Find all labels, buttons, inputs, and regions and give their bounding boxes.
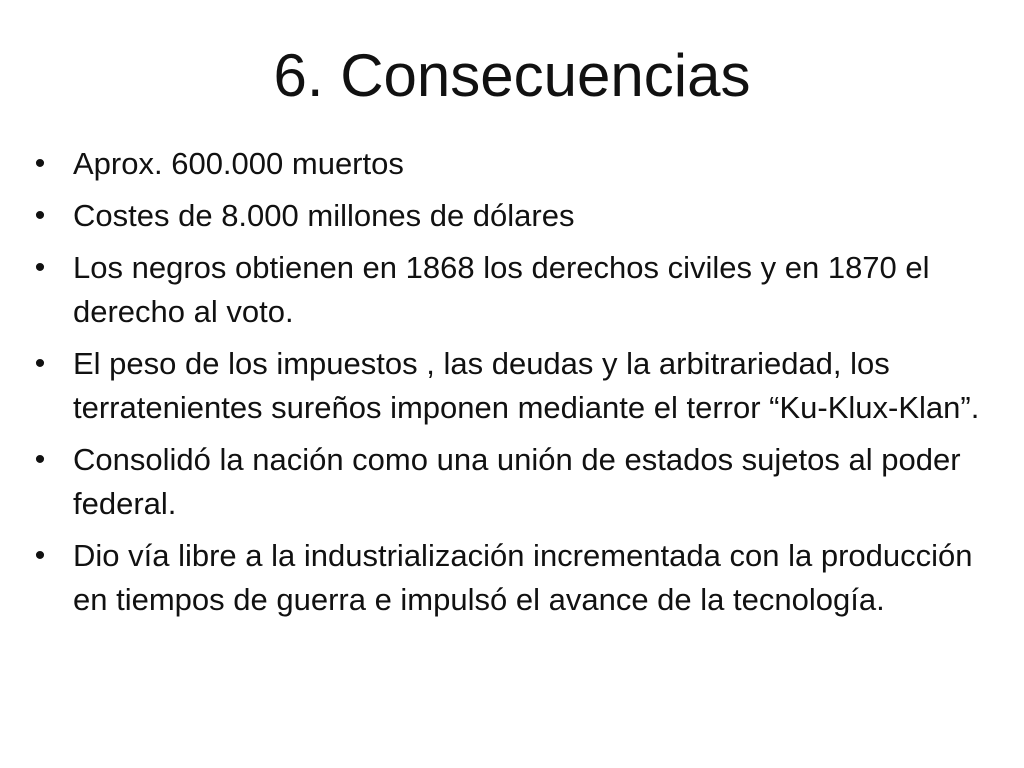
bullet-item [0, 246, 1024, 334]
bullet-item [0, 438, 1024, 526]
bullet-item [0, 342, 1024, 430]
bullet-dot-icon: • [34, 539, 46, 572]
bullet-dot-icon: • [34, 251, 46, 284]
bullet-item [0, 142, 1024, 186]
bullet-text: El peso de los impuestos , las deudas y la arbitrariedad, los terratenientes sureños imponen mediante el terror “Ku-Klux-Klan”. [73, 346, 980, 425]
bullet-dot-icon: • [34, 199, 46, 232]
bullet-text: Los negros obtienen en 1868 los derechos civiles y en 1870 el derecho al voto. [73, 250, 930, 329]
bullet-text: Dio vía libre a la industrialización incrementada con la producción en tiempos de guerra e impulsó el avance de la tecnología. [73, 538, 973, 617]
bullet-list [0, 142, 1024, 630]
bullet-text: Aprox. 600.000 muertos [73, 146, 404, 181]
bullet-item [0, 194, 1024, 238]
bullet-dot-icon: • [34, 347, 46, 380]
bullet-dot-icon: • [34, 443, 46, 476]
bullet-dot-icon: • [34, 147, 46, 180]
bullet-item [0, 534, 1024, 622]
slide-title: 6. Consecuencias [273, 42, 751, 109]
bullet-text: Costes de 8.000 millones de dólares [73, 198, 575, 233]
bullet-text: Consolidó la nación como una unión de estados sujetos al poder federal. [73, 442, 961, 521]
